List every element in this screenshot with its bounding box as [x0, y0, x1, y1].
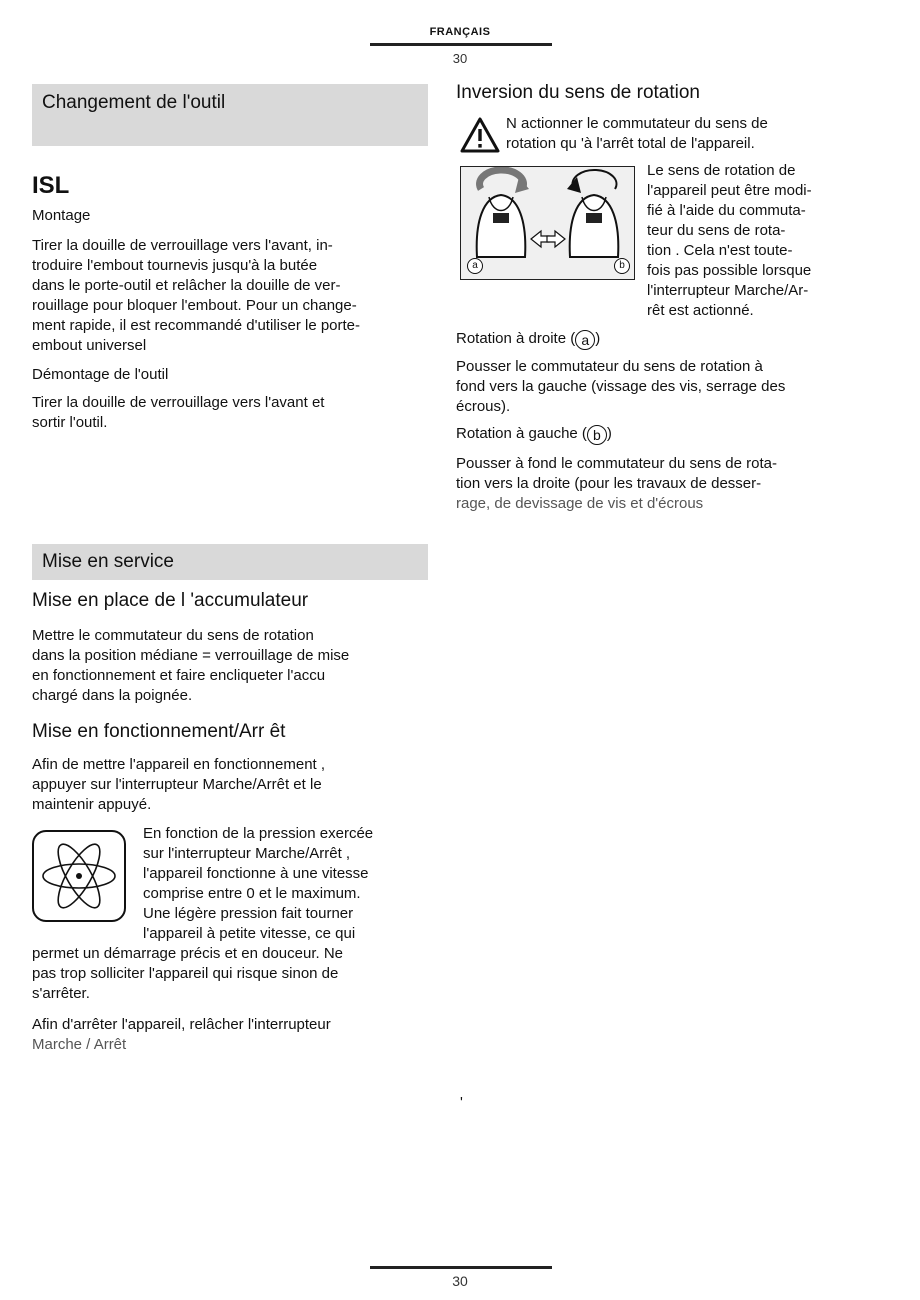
left-rotation-label: Rotation à gauche ( b ): [456, 425, 612, 443]
stop-paragraph: [32, 1015, 428, 1055]
battery-paragraph: [32, 626, 428, 706]
text-line: s'arrêter.: [32, 985, 90, 1002]
text-line: Tirer la douille de verrouillage vers l'avant, in-: [32, 237, 333, 254]
battery-heading: Mise en place de l 'accumulateur: [32, 590, 309, 611]
text-line: embout universel: [32, 337, 147, 354]
left-rotation-paragraph: [456, 454, 856, 514]
text-line: Tirer la douille de verrouillage vers l'avant et: [32, 394, 325, 411]
text-line: l'interrupteur Marche/Ar-: [647, 282, 809, 299]
text-line: rage, de devissage de vis et d'écrous: [456, 495, 704, 512]
left-rotation-label-text: Rotation à gauche (: [456, 425, 587, 442]
text-line: troduire l'embout tournevis jusqu'à la butée: [32, 257, 318, 274]
speed-full-paragraph: [32, 944, 428, 1004]
removal-label: Démontage de l'outil: [32, 366, 169, 383]
text-line: ment rapide, il est recommandé d'utiliser le porte-: [32, 317, 361, 334]
text-line: sur l'interrupteur Marche/Arrêt ,: [143, 845, 351, 862]
drill-rotation-illustration: [461, 167, 634, 279]
text-line: teur du sens de rota-: [647, 222, 786, 239]
onoff-heading: Mise en fonctionnement/Arr êt: [32, 721, 286, 742]
rotation-heading: Inversion du sens de rotation: [456, 82, 700, 103]
text-line: fois pas possible lorsque: [647, 262, 812, 279]
text-line: fié à l'aide du commuta-: [647, 202, 806, 219]
header-rule: [370, 43, 552, 46]
section-heading-commissioning: [32, 544, 428, 580]
section-heading-tool-change: [32, 84, 428, 146]
text-line: dans la position médiane = verrouillage de mise: [32, 647, 350, 664]
footer-rule: [370, 1266, 552, 1269]
text-line: écrous).: [456, 398, 511, 415]
text-line: appuyer sur l'interrupteur Marche/Arrêt et le: [32, 776, 322, 793]
right-rotation-paragraph: [456, 357, 856, 417]
text-line: Pousser à fond le commutateur du sens de rota-: [456, 455, 778, 472]
text-line: l'appareil à petite vitesse, ce qui: [143, 925, 356, 942]
warning-paragraph: [506, 114, 858, 154]
text-line: fond vers la gauche (vissage des vis, serrage des: [456, 378, 786, 395]
text-line: Le sens de rotation de: [647, 162, 796, 179]
text-line: l'appareil fonctionne à une vitesse: [143, 865, 369, 882]
section-heading-tool-change-text: Changement de l'outil: [42, 92, 226, 113]
footer-page-number: 30: [452, 1273, 468, 1289]
mounting-paragraph: [32, 236, 428, 356]
atom-icon: [34, 832, 124, 920]
right-rotation-label-text: Rotation à droite (: [456, 330, 576, 347]
text-line: En fonction de la pression exercée: [143, 825, 374, 842]
figure-label-a: a: [467, 258, 483, 274]
section-heading-commissioning-text: Mise en service: [42, 551, 174, 572]
text-line: rotation qu 'à l'arrêt total de l'appareil.: [506, 135, 755, 152]
figure-label-b: b: [614, 258, 630, 274]
model-heading: ISL: [32, 172, 70, 199]
text-line: sortir l'outil.: [32, 414, 108, 431]
right-rotation-label: Rotation à droite ( a ): [456, 330, 601, 348]
text-line: en fonctionnement et faire encliqueter l'accu: [32, 667, 326, 684]
text-line: l'appareil peut être modi-: [647, 182, 812, 199]
text-line: comprise entre 0 et le maximum.: [143, 885, 361, 902]
mounting-label: Montage: [32, 207, 91, 224]
header-language: FRANÇAIS: [429, 26, 491, 38]
header-page-number: 30: [452, 51, 468, 66]
text-line: Afin de mettre l'appareil en fonctionnement ,: [32, 756, 326, 773]
text-line: tion . Cela n'est toute-: [647, 242, 793, 259]
rotation-symbol-b: b: [587, 425, 607, 445]
text-line: pas trop solliciter l'appareil qui risque sinon de: [32, 965, 339, 982]
text-line: chargé dans la poignée.: [32, 687, 193, 704]
text-line: dans le porte-outil et relâcher la douille de ver-: [32, 277, 341, 294]
text-line: maintenir appuyé.: [32, 796, 152, 813]
text-line: rêt est actionné.: [647, 302, 754, 319]
rotation-figure: [460, 166, 635, 280]
onoff-paragraph: [32, 755, 428, 815]
stray-mark: ': [460, 1094, 463, 1111]
variable-speed-symbol: [32, 830, 126, 922]
text-line: Mettre le commutateur du sens de rotation: [32, 627, 314, 644]
removal-paragraph: [32, 393, 428, 433]
text-line: N actionner le commutateur du sens de: [506, 115, 768, 132]
text-line: Pousser le commutateur du sens de rotation à: [456, 358, 763, 375]
text-line: Afin d'arrêter l'appareil, relâcher l'interrupteur: [32, 1016, 331, 1033]
speed-side-paragraph: [143, 824, 428, 944]
rotation-side-paragraph: [647, 161, 856, 321]
text-line: Une légère pression fait tourner: [143, 905, 354, 922]
text-line: tion vers la droite (pour les travaux de desser-: [456, 475, 762, 492]
rotation-symbol-a: a: [575, 330, 595, 350]
text-line: permet un démarrage précis et en douceur. Ne: [32, 945, 344, 962]
text-line: Marche / Arrêt: [32, 1036, 127, 1053]
text-line: rouillage pour bloquer l'embout. Pour un change-: [32, 297, 357, 314]
warning-icon: [460, 117, 500, 153]
